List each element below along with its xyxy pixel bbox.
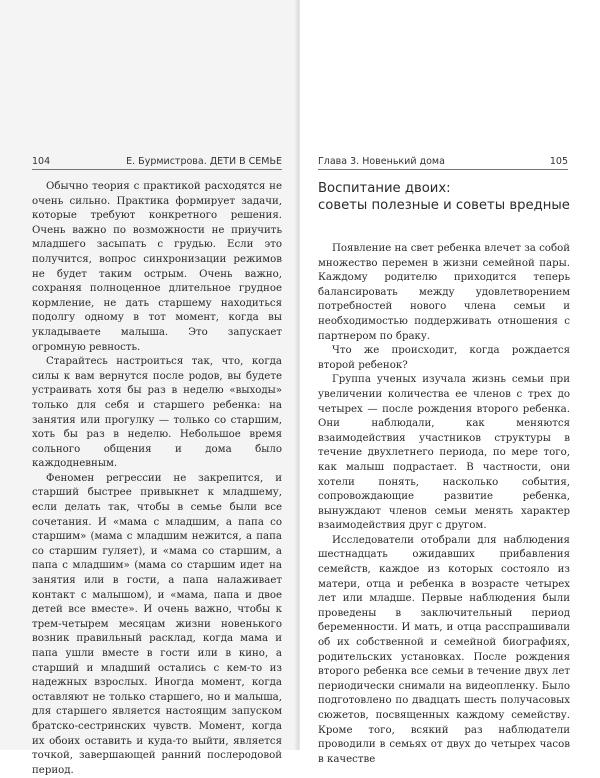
right-running-head-title: Глава 3. Новенький дома (318, 156, 445, 167)
left-page-number: 104 (32, 156, 51, 167)
section-title-line: Воспитание двоих: (318, 181, 451, 196)
paragraph: Старайтесь настроиться так, что, когда силы к вам вернутся после родов, вы будете устраивать хотя бы раз в неделю «выходы» только для себя и старшего ребенка: на занятия или прогулку — только со старшим, хоть бы раз в неделю. Небольшое время сольного общения и дома было каждодневным. (32, 356, 282, 470)
left-running-head-title: Е. Бурмистрова. ДЕТИ В СЕМЬЕ (126, 156, 282, 167)
left-body-text (32, 180, 282, 778)
right-page-number: 105 (549, 156, 568, 167)
right-page (300, 0, 600, 765)
section-title (318, 180, 573, 214)
paragraph: Появление на свет ребенка влечет за собой множество перемен в жизни семейной пары. Каждому родителю приходится теперь балансировать между удовлетворением потребностей нового члена семьи и необходимостью поддерживать отношения с партнером по браку. (318, 243, 570, 342)
left-running-head (32, 156, 282, 170)
right-body-text (318, 242, 570, 767)
paragraph: Группа ученых изучала жизнь семьи при увеличении количества ее членов с трех до четырех — после рождения второго ребенка. Они наблюдали, как меняются взаимодействия участников структуры в течение двухлетнего периода, по мере того, как малыш подрастает. В частности, они хотели понять, насколько события, сопровождающие развитие ребенка, вынуждают членов семьи менять характер взаимодействия друг с другом. (318, 374, 570, 532)
paragraph: Феномен регрессии не закрепится, и старший быстрее привыкнет к младшему, если делать так, чтобы в семье были все сочетания. И «мама с младшим, а папа со старшим» (мама с младшим нежится, а папа со старшим гуляет), и «мама со старшим, а папа с младшим» (мама со старшим идет на занятия или в гости, а папа налаживает контакт с малышом), и «мама, папа и двое детей все вместе». И очень важно, чтобы к трем-четырем месяцам жизни новенького возник правильный расклад, когда мама и папа ушли вместе в гости или в кино, а старший и младший остались с кем-то из надежных взрослых. Иногда момент, когда оставляют не только старшего, но и малыша, для старшего является настоящим запуском братско-сестринских чувств. Момент, когда их обоих оставить и куда-то выйти, является точкой, завершающей ранний послеродовой период. (32, 472, 282, 776)
paragraph: Что же происходит, когда рождается второй ребенок? (318, 345, 570, 371)
paragraph: Исследователи отобрали для наблюдения шестнадцать ожидавших прибавления семейств, каждое из которых состояло из матери, отца и ребенка в возрасте четырех лет или младше. Первые наблюдения были проведены в заключительный период беременности. И мать, и отца расспрашивали об их собственной и семейной биографиях, родительских установках. После рождения второго ребенка все семьи в течение двух лет периодически снимали на видеопленку. Было подготовлено по двадцать шесть получасовых сюжетов, посвященных каждому семейству. Кроме того, всякий раз наблюдатели проводили в семьях от двух до четырех часов в качестве (318, 534, 570, 765)
section-title-line: советы полезные и советы вредные (318, 198, 570, 213)
right-running-head (318, 156, 568, 170)
left-page (0, 0, 300, 776)
paragraph: Обычно теория с практикой расходятся не очень сильно. Практика формирует задачи, которые требуют конкретного решения. Очень важно по возможности не приучить младшего засыпать с грудью. Если это получится, вопрос синхронизации режимов не будет таким острым. Очень важно, сохраняя полноценное длительное грудное кормление, не дать старшему находиться подолгу одному в тот момент, когда вы укладываете малыша. Это запускает огромную ревность. (32, 181, 282, 353)
